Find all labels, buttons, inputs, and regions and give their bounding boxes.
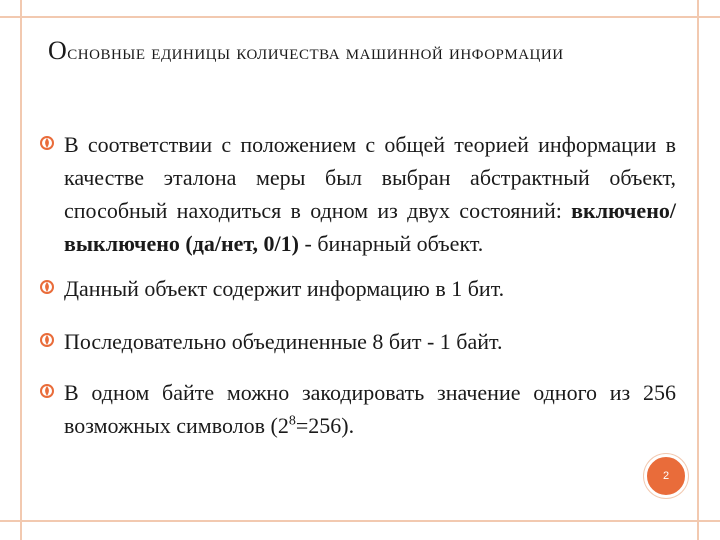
bullet-item xyxy=(40,376,676,442)
bullet-text: Данный объект содержит информацию в 1 бит. xyxy=(64,276,505,301)
bullet-text xyxy=(64,128,676,260)
title-rest: сновные единицы количества машинной информации xyxy=(67,40,564,64)
bullet-item xyxy=(40,325,676,358)
frame-line-right xyxy=(697,0,699,540)
bullet-text: Последовательно объединенные 8 бит - 1 байт. xyxy=(64,329,503,354)
frame-line-left xyxy=(20,0,22,540)
bullet-item xyxy=(40,128,676,260)
bullet-text xyxy=(64,376,676,442)
bullet-text-part: =256). xyxy=(295,413,355,438)
bullet-text-bold: включено/выключено (да/нет, 0/1) xyxy=(64,198,676,256)
page-number-badge: 2 xyxy=(644,454,688,498)
bullet-text-part: - бинарный объект. xyxy=(299,231,484,256)
flame-bullet-icon xyxy=(40,333,54,347)
title-first-letter: О xyxy=(48,36,68,65)
frame-line-top xyxy=(0,16,720,18)
flame-bullet-icon xyxy=(40,280,54,294)
bullet-text-part: В соответствии с положением с общей теорией информации в качестве эталона меры был выбран абстрактный объект, способный находиться в одном из двух состояний: xyxy=(64,132,676,223)
frame-line-bottom xyxy=(0,520,720,522)
bullet-text-part: В одном байте можно закодировать значение одного из 256 возможных символов (2 xyxy=(64,380,676,438)
slide-title xyxy=(48,32,668,71)
flame-bullet-icon xyxy=(40,384,54,398)
bullet-list xyxy=(40,128,676,442)
flame-bullet-icon xyxy=(40,136,54,150)
bullet-item xyxy=(40,272,676,305)
superscript: 8 xyxy=(288,413,296,429)
